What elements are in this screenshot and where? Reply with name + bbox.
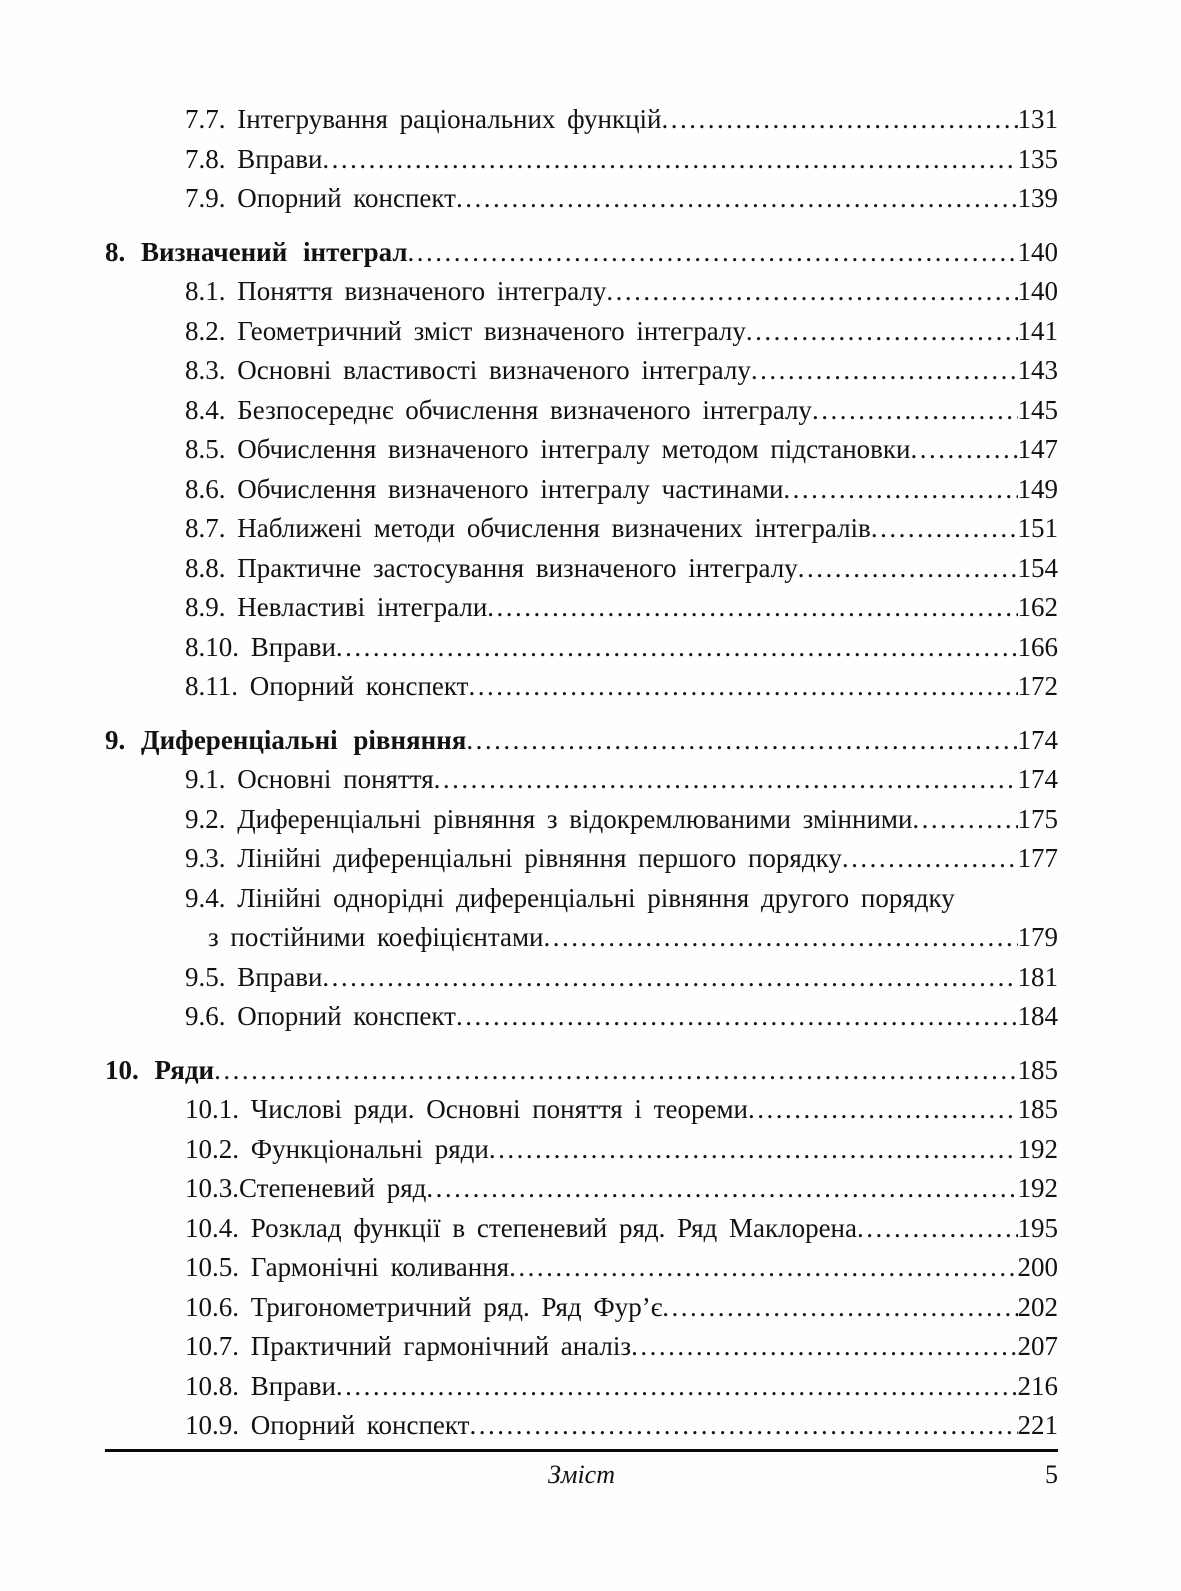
toc-entry: [105, 1090, 1058, 1130]
toc-entry-page: 154: [1017, 552, 1058, 583]
toc-dot-leader: [661, 100, 1017, 140]
toc-entry-page: 192: [1017, 1173, 1058, 1203]
footer-section-label: Зміст: [547, 1459, 615, 1489]
toc-entry-page: 216: [1017, 1370, 1058, 1401]
toc-entry-title: 9. Диференціальні рівняння: [105, 724, 467, 755]
toc-dot-leader: [468, 667, 1017, 707]
page-footer: [105, 1449, 1058, 1491]
toc-entry-page: 175: [1017, 803, 1058, 834]
toc-entry-continuation: [105, 918, 1058, 958]
toc-entry-page: 143: [1017, 355, 1058, 385]
toc-entry-title: 8.6. Обчислення визначеного інтегралу частинами: [185, 473, 784, 504]
toc-entry-title: 8.8. Практичне застосування визначеного інтегралу: [185, 552, 798, 583]
toc-entry-page: 192: [1017, 1133, 1058, 1164]
toc-entry: [105, 760, 1058, 800]
toc-entry-title: 9.6. Опорний конспект: [185, 1001, 456, 1031]
toc-entry-title: 10.3.Степеневий ряд: [185, 1173, 427, 1203]
toc-entry-page: 207: [1017, 1331, 1058, 1361]
toc-dot-leader: [214, 1051, 1017, 1091]
toc-entry-page: 184: [1017, 1001, 1058, 1031]
toc-entry-title: 8.10. Вправи: [185, 631, 336, 662]
toc-list: [105, 100, 1058, 1446]
toc-entry-title: 8.3. Основні властивості визначеного інтегралу: [185, 355, 751, 385]
footer-row: [105, 1452, 1058, 1491]
toc-entry: [105, 1288, 1058, 1328]
footer-page-number: 5: [1045, 1459, 1058, 1489]
toc-entry-page: 177: [1017, 843, 1058, 873]
toc-entry-title: 8.9. Невластиві інтеграли: [185, 592, 488, 622]
toc-entry-title: 8.7. Наближені методи обчислення визначених інтегралів: [185, 513, 871, 543]
toc-entry-title: 8.11. Опорний конспект: [185, 671, 469, 701]
toc-entry: [105, 100, 1058, 140]
toc-dot-leader: [748, 1090, 1018, 1130]
toc-dot-leader: [456, 997, 1018, 1037]
toc-entry-title: 8.1. Поняття визначеного інтегралу: [185, 276, 607, 306]
toc-chapter-entry: [105, 1051, 1058, 1091]
toc-entry: [105, 1209, 1058, 1249]
toc-entry-title: 10.8. Вправи: [185, 1370, 336, 1401]
toc-entry-title: 10.9. Опорний конспект: [185, 1410, 470, 1440]
toc-dot-leader: [434, 760, 1018, 800]
toc-entry-page: 140: [1017, 236, 1058, 267]
toc-dot-leader: [783, 470, 1017, 510]
toc-dot-leader: [487, 588, 1017, 628]
toc-chapter-entry: [105, 233, 1058, 273]
toc-entry: [105, 1130, 1058, 1170]
toc-entry-title: 9.1. Основні поняття: [185, 764, 434, 794]
toc-entry-page: 179: [1017, 922, 1058, 952]
toc-dot-leader: [631, 1327, 1017, 1367]
toc-dot-leader: [912, 800, 1017, 840]
toc-dot-leader: [466, 721, 1017, 761]
toc-entry: [105, 1327, 1058, 1367]
toc-entry: [105, 879, 1058, 919]
toc-entry-page: 166: [1017, 631, 1058, 662]
toc-entry-title: 8.5. Обчислення визначеного інтегралу методом підстановки: [185, 434, 911, 464]
toc-dot-leader: [746, 312, 1018, 352]
toc-entry: [105, 800, 1058, 840]
toc-entry: [105, 430, 1058, 470]
toc-entry-title: 8.4. Безпосереднє обчислення визначеного інтегралу: [185, 394, 812, 425]
toc-entry-page: 172: [1017, 671, 1058, 701]
toc-dot-leader: [871, 509, 1018, 549]
toc-dot-leader: [842, 839, 1018, 879]
toc-dot-leader: [662, 1288, 1017, 1328]
toc-entry: [105, 1248, 1058, 1288]
toc-entry: [105, 549, 1058, 589]
toc-entry: [105, 351, 1058, 391]
toc-entry: [105, 588, 1058, 628]
toc-entry-title: 8.2. Геометричний зміст визначеного інтегралу: [185, 315, 746, 346]
toc-entry: [105, 1169, 1058, 1209]
toc-entry: [105, 509, 1058, 549]
toc-entry-title: 7.8. Вправи: [185, 143, 323, 174]
toc-entry-page: 139: [1017, 183, 1058, 213]
toc-entry-page: 140: [1017, 276, 1058, 306]
toc-entry: [105, 470, 1058, 510]
toc-entry-title: 10.1. Числові ряди. Основні поняття і теореми: [185, 1094, 748, 1124]
toc-entry-title: з постійними коефіцієнтами: [208, 922, 544, 952]
toc-entry: [105, 1367, 1058, 1407]
toc-entry-page: 145: [1017, 394, 1058, 425]
toc-entry: [105, 628, 1058, 668]
toc-entry-page: 162: [1017, 592, 1058, 622]
toc-entry-title: 10.7. Практичний гармонічний аналіз: [185, 1331, 632, 1361]
toc-entry: [105, 1406, 1058, 1446]
toc-dot-leader: [751, 351, 1018, 391]
toc-entry: [105, 312, 1058, 352]
toc-entry-title: 10.5. Гармонічні коливання: [185, 1252, 510, 1282]
toc-dot-leader: [509, 1248, 1017, 1288]
toc-dot-leader: [857, 1209, 1018, 1249]
toc-entry-title: 10.6. Тригонометричний ряд. Ряд Фур’є: [185, 1291, 663, 1322]
toc-dot-leader: [408, 233, 1018, 273]
toc-dot-leader: [456, 179, 1018, 219]
toc-entry-page: 147: [1017, 434, 1058, 464]
toc-dot-leader: [322, 140, 1017, 180]
toc-entry-title: 9.4. Лінійні однорідні диференціальні рівняння другого порядку: [185, 882, 955, 913]
toc-entry-page: 174: [1017, 764, 1058, 794]
toc-entry-page: 185: [1017, 1094, 1058, 1124]
toc-dot-leader: [489, 1130, 1018, 1170]
toc-entry-page: 135: [1017, 143, 1058, 174]
toc-dot-leader: [322, 958, 1017, 998]
toc-entry-title: 10. Ряди: [105, 1054, 215, 1085]
toc-entry-title: 8. Визначений інтеграл: [105, 236, 408, 267]
toc-dot-leader: [469, 1406, 1017, 1446]
toc-dot-leader: [812, 391, 1018, 431]
toc-entry-page: 131: [1017, 104, 1058, 134]
toc-entry-page: 202: [1017, 1291, 1058, 1322]
toc-entry-title: 7.9. Опорний конспект: [185, 183, 456, 213]
toc-entry-page: 151: [1017, 513, 1058, 543]
toc-dot-leader: [798, 549, 1018, 589]
toc-entry: [105, 958, 1058, 998]
toc-entry-title: 9.5. Вправи: [185, 961, 323, 992]
toc-entry-page: 174: [1017, 724, 1058, 755]
toc-chapter-entry: [105, 721, 1058, 761]
toc-dot-leader: [426, 1169, 1017, 1209]
toc-entry-page: 221: [1017, 1410, 1058, 1440]
toc-dot-leader: [543, 918, 1017, 958]
toc-dot-leader: [910, 430, 1017, 470]
toc-entry: [105, 179, 1058, 219]
toc-entry-page: 141: [1017, 315, 1058, 346]
toc-entry: [105, 391, 1058, 431]
toc-entry: [105, 140, 1058, 180]
toc-entry-title: 10.4. Розклад функції в степеневий ряд. Ряд Маклорена: [185, 1212, 857, 1243]
toc-entry: [105, 667, 1058, 707]
toc-entry: [105, 272, 1058, 312]
toc-dot-leader: [336, 628, 1018, 668]
toc-entry: [105, 839, 1058, 879]
toc-entry-page: 195: [1017, 1212, 1058, 1243]
toc-entry: [105, 997, 1058, 1037]
toc-entry-page: 200: [1017, 1252, 1058, 1282]
toc-entry-title: 10.2. Функціональні ряди: [185, 1133, 489, 1164]
toc-dot-leader: [336, 1367, 1018, 1407]
toc-entry-title: 7.7. Інтегрування раціональних функцій: [185, 104, 662, 134]
toc-dot-leader: [606, 272, 1017, 312]
toc-entry-page: 185: [1017, 1054, 1058, 1085]
toc-entry-title: 9.2. Диференціальні рівняння з відокремлюваними змінними: [185, 803, 913, 834]
toc-entry-title: 9.3. Лінійні диференціальні рівняння першого порядку: [185, 843, 842, 873]
toc-entry-page: 149: [1017, 473, 1058, 504]
toc-entry-page: 181: [1017, 961, 1058, 992]
